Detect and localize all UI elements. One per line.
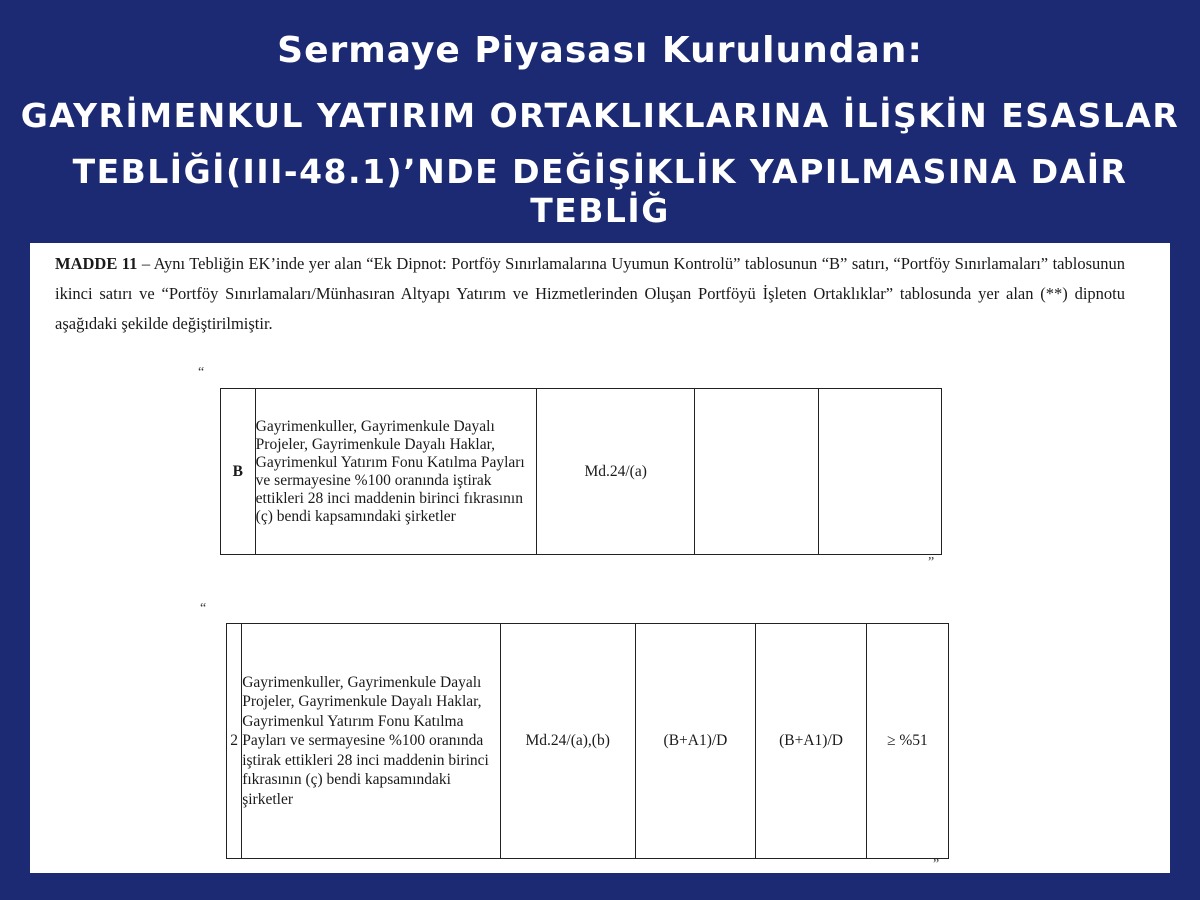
- row-reference: Md.24/(a),(b): [500, 624, 635, 859]
- header-title-line1: GAYRİMENKUL YATIRIM ORTAKLIKLARINA İLİŞKİN ESASLAR: [20, 96, 1180, 135]
- row-reference: Md.24/(a): [537, 389, 695, 555]
- article-paragraph: [55, 249, 1125, 339]
- row-formula-1: (B+A1)/D: [635, 624, 756, 859]
- row-formula-2: (B+A1)/D: [756, 624, 867, 859]
- article-label: MADDE 11: [55, 254, 138, 273]
- table-b-row: [220, 388, 942, 555]
- header-title-line2: TEBLİĞİ(III-48.1)’NDE DEĞİŞİKLİK YAPILMASINA DAİR TEBLİĞ: [72, 152, 1128, 230]
- article-text: – Aynı Tebliğin EK’inde yer alan “Ek Dipnot: Portföy Sınırlamalarına Uyumun Kontrolü” tablosunun “B” satırı, “Portföy Sınırlamaları” tablosunun ikinci satırı ve “Portföy Sınırlamaları/Münhasıran Altyapı Yatırım ve Hizmetlerinden Oluşan Portföyü İşleten Ortaklıklar” tablosunda yer alan (**) dipnotu aşağıdaki şekilde değiştirilmiştir.: [55, 254, 1125, 333]
- row-limit: ≥ %51: [866, 624, 948, 859]
- row-description: Gayrimenkuller, Gayrimenkule Dayalı Projeler, Gayrimenkule Dayalı Haklar, Gayrimenkul Yatırım Fonu Katılma Payları ve sermayesine %100 oranında iştirak ettikleri 28 inci maddenin birinci fıkrasının (ç) bendi kapsamındaki şirketler: [242, 624, 501, 859]
- row-cell-empty-2: [818, 389, 941, 555]
- close-quote-2: ”: [933, 857, 940, 872]
- row-description: Gayrimenkuller, Gayrimenkule Dayalı Projeler, Gayrimenkule Dayalı Haklar, Gayrimenkul Yatırım Fonu Katılma Payları ve sermayesine %100 oranında iştirak ettikleri 28 inci maddenin birinci fıkrasının (ç) bendi kapsamındaki şirketler: [255, 389, 536, 555]
- header-banner: [0, 0, 1200, 230]
- open-quote-2: “: [200, 601, 207, 616]
- header-subtitle: Sermaye Piyasası Kurulundan:: [277, 30, 923, 71]
- document-scan: [30, 243, 1170, 873]
- table-2-row: [226, 623, 949, 859]
- close-quote-1: ”: [928, 555, 935, 570]
- row-label: 2: [227, 624, 242, 859]
- row-cell-empty-1: [695, 389, 818, 555]
- row-label: B: [221, 389, 256, 555]
- open-quote-1: “: [198, 365, 205, 380]
